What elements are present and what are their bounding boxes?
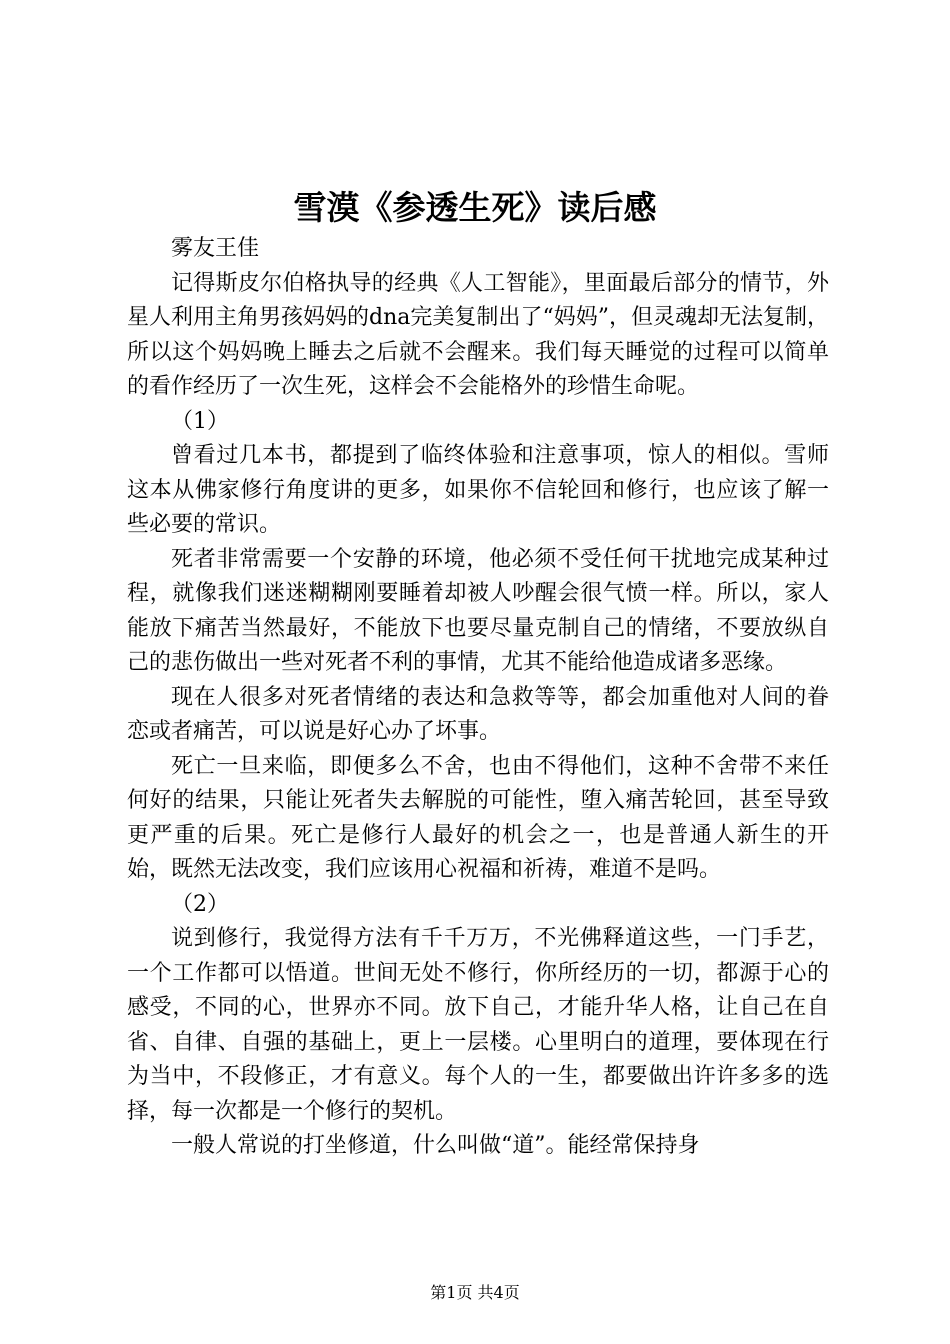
document-title: 雪漠《参透生死》读后感 (293, 188, 657, 227)
paragraph: 一般人常说的打坐修道，什么叫做“道”。能经常保持身 (171, 1133, 700, 1158)
paragraph: 死亡一旦来临，即便多么不舍，也由不得他们，这种不舍带不来任何好的结果，只能让死者失去解脱的可能性，堕入痛苦轮回，甚至导致更严重的后果。死亡是修行人最好的机会之一，也是普通人新生的开始，既然无法改变，我们应该用心祝福和祈祷，难道不是吗。 (127, 753, 829, 882)
document-body (127, 232, 829, 1164)
paragraph: 说到修行，我觉得方法有千千万万，不光佛释道这些，一门手艺，一个工作都可以悟道。世间无处不修行，你所经历的一切，都源于心的感受，不同的心，世界亦不同。放下自己，才能升华人格，让自己在自省、自律、自强的基础上，更上一层楼。心里明白的道理，要体现在行为当中，不段修正，才有意义。每个人的一生，都要做出许许多多的选择，每一次都是一个修行的契机。 (127, 926, 829, 1124)
paragraph: 死者非常需要一个安静的环境，他必须不受任何干扰地完成某种过程，就像我们迷迷糊糊刚要睡着却被人吵醒会很气愤一样。所以，家人能放下痛苦当然最好，不能放下也要尽量克制自己的情绪，不要放纵自己的悲伤做出一些对死者不利的事情，尤其不能给他造成诸多恶缘。 (127, 546, 829, 675)
section-marker-2: （2） (171, 891, 229, 917)
paragraph: 现在人很多对死者情绪的表达和急救等等，都会加重他对人间的眷恋或者痛苦，可以说是好心办了坏事。 (127, 684, 829, 744)
page-footer: 第1页 共4页 (430, 1283, 520, 1302)
section-marker-1: （1） (171, 408, 229, 434)
paragraph: 记得斯皮尔伯格执导的经典《人工智能》，里面最后部分的情节，外星人利用主角男孩妈妈的dna完美复制出了“妈妈”，但灵魂却无法复制，所以这个妈妈晚上睡去之后就不会醒来。我们每天睡觉的过程可以简单的看作经历了一次生死，这样会不会能格外的珍惜生命呢。 (127, 270, 829, 399)
author-line: 雾友王佳 (171, 236, 260, 261)
paragraph: 曾看过几本书，都提到了临终体验和注意事项，惊人的相似。雪师这本从佛家修行角度讲的更多，如果你不信轮回和修行，也应该了解一些必要的常识。 (127, 443, 829, 537)
